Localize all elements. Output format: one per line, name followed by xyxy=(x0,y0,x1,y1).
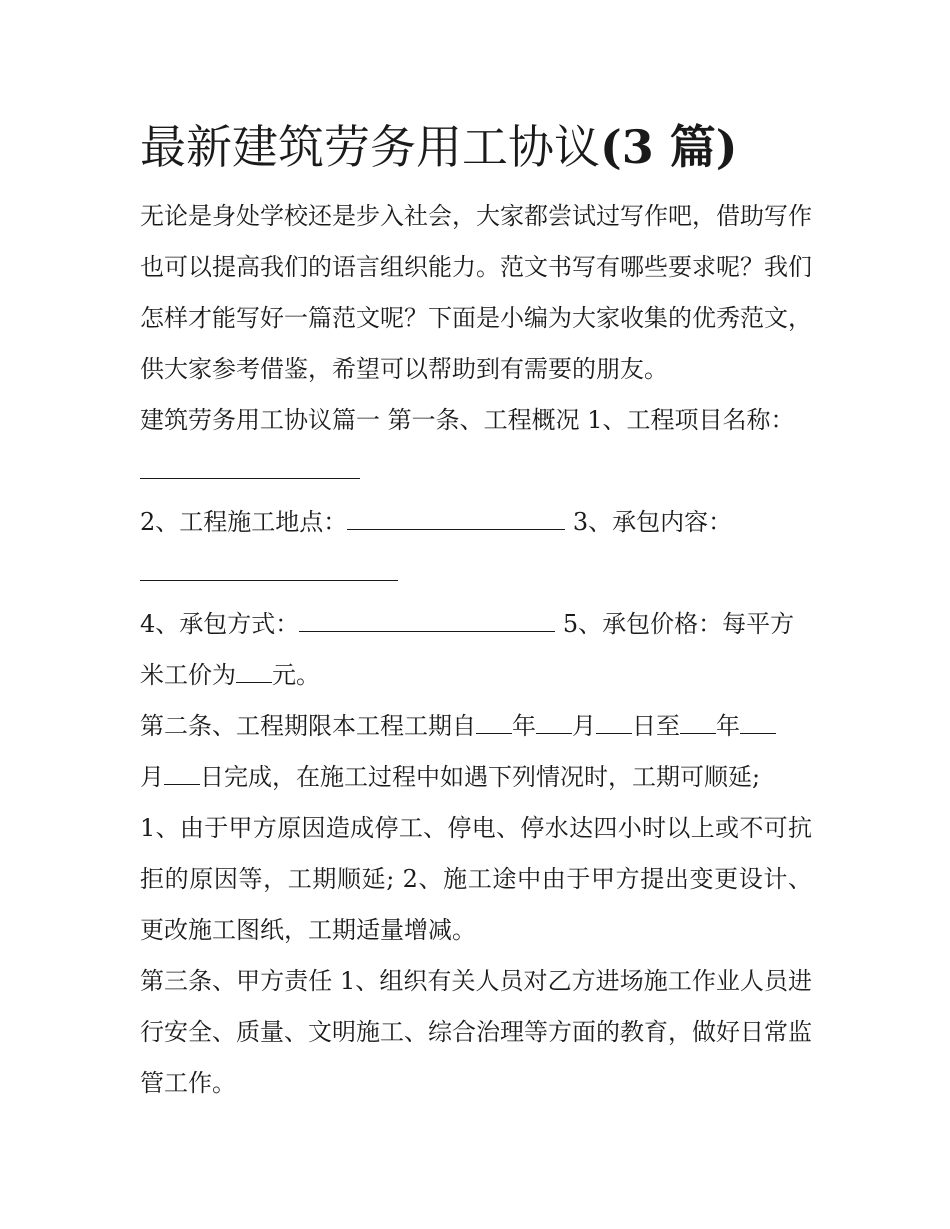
clause-3: 第三条、甲方责任 1、组织有关人员对乙方进场施工作业人员进行安全、质量、文明施工、综合治理等方面的教育，做好日常监管工作。 xyxy=(140,967,812,1097)
clause-1-line-6 xyxy=(140,650,812,701)
end-month-label: 月 xyxy=(140,763,164,791)
title-text: 最新建筑劳务用工协议 xyxy=(140,120,600,174)
contract-method-blank xyxy=(299,609,555,632)
title-suffix: (3 篇) xyxy=(600,120,738,174)
price-blank xyxy=(236,660,272,683)
clause-2-heading: 第二条、工程期限本工程工期自 xyxy=(140,712,476,740)
clause-2-line-2 xyxy=(140,752,812,803)
project-name-blank xyxy=(140,456,360,479)
site-blank xyxy=(347,507,565,530)
site-label: 2、工程施工地点： xyxy=(140,508,348,536)
price-suffix: 元。 xyxy=(272,661,320,689)
year-label: 年 xyxy=(512,712,536,740)
clause-1-line-5 xyxy=(140,599,812,650)
intro-paragraph: 无论是身处学校还是步入社会，大家都尝试过写作吧，借助写作也可以提高我们的语言组织能力。范文书写有哪些要求呢？我们怎样才能写好一篇范文呢？下面是小编为大家收集的优秀范文，供大家参考借鉴，希望可以帮助到有需要的朋友。 xyxy=(140,202,812,383)
clause-2-line-1 xyxy=(140,701,812,752)
document-page xyxy=(140,115,812,1109)
day-to-label: 日至 xyxy=(632,712,680,740)
start-year-blank xyxy=(476,711,512,734)
contract-content-label: 3、承包内容： xyxy=(565,508,733,536)
clause-2-body: 1、由于甲方原因造成停工、停电、停水达四小时以上或不可抗拒的原因等，工期顺延; 2、施工途中由于甲方提出变更设计、更改施工图纸，工期适量增减。 xyxy=(140,814,812,944)
start-month-blank xyxy=(536,711,572,734)
clause-1-line-3 xyxy=(140,497,812,548)
contract-price-label: 5、承包价格：每平方 xyxy=(555,610,795,638)
clause-1-heading: 建筑劳务用工协议篇一 第一条、工程概况 1、工程项目名称： xyxy=(140,406,795,434)
end-day-blank xyxy=(164,762,200,785)
clause-1-blank-line-2 xyxy=(140,548,812,599)
completion-text: 日完成，在施工过程中如遇下列情况时，工期可顺延; xyxy=(200,763,761,791)
start-day-blank xyxy=(596,711,632,734)
clause-1 xyxy=(140,395,812,701)
document-title xyxy=(140,115,812,179)
clause-2 xyxy=(140,701,812,803)
end-year-blank xyxy=(680,711,716,734)
end-year-label: 年 xyxy=(716,712,740,740)
price-prefix: 米工价为 xyxy=(140,661,236,689)
contract-method-label: 4、承包方式： xyxy=(140,610,300,638)
month-label: 月 xyxy=(572,712,596,740)
clause-1-blank-line xyxy=(140,446,812,497)
contract-content-blank xyxy=(140,558,398,581)
end-month-blank-trailing xyxy=(740,711,776,734)
